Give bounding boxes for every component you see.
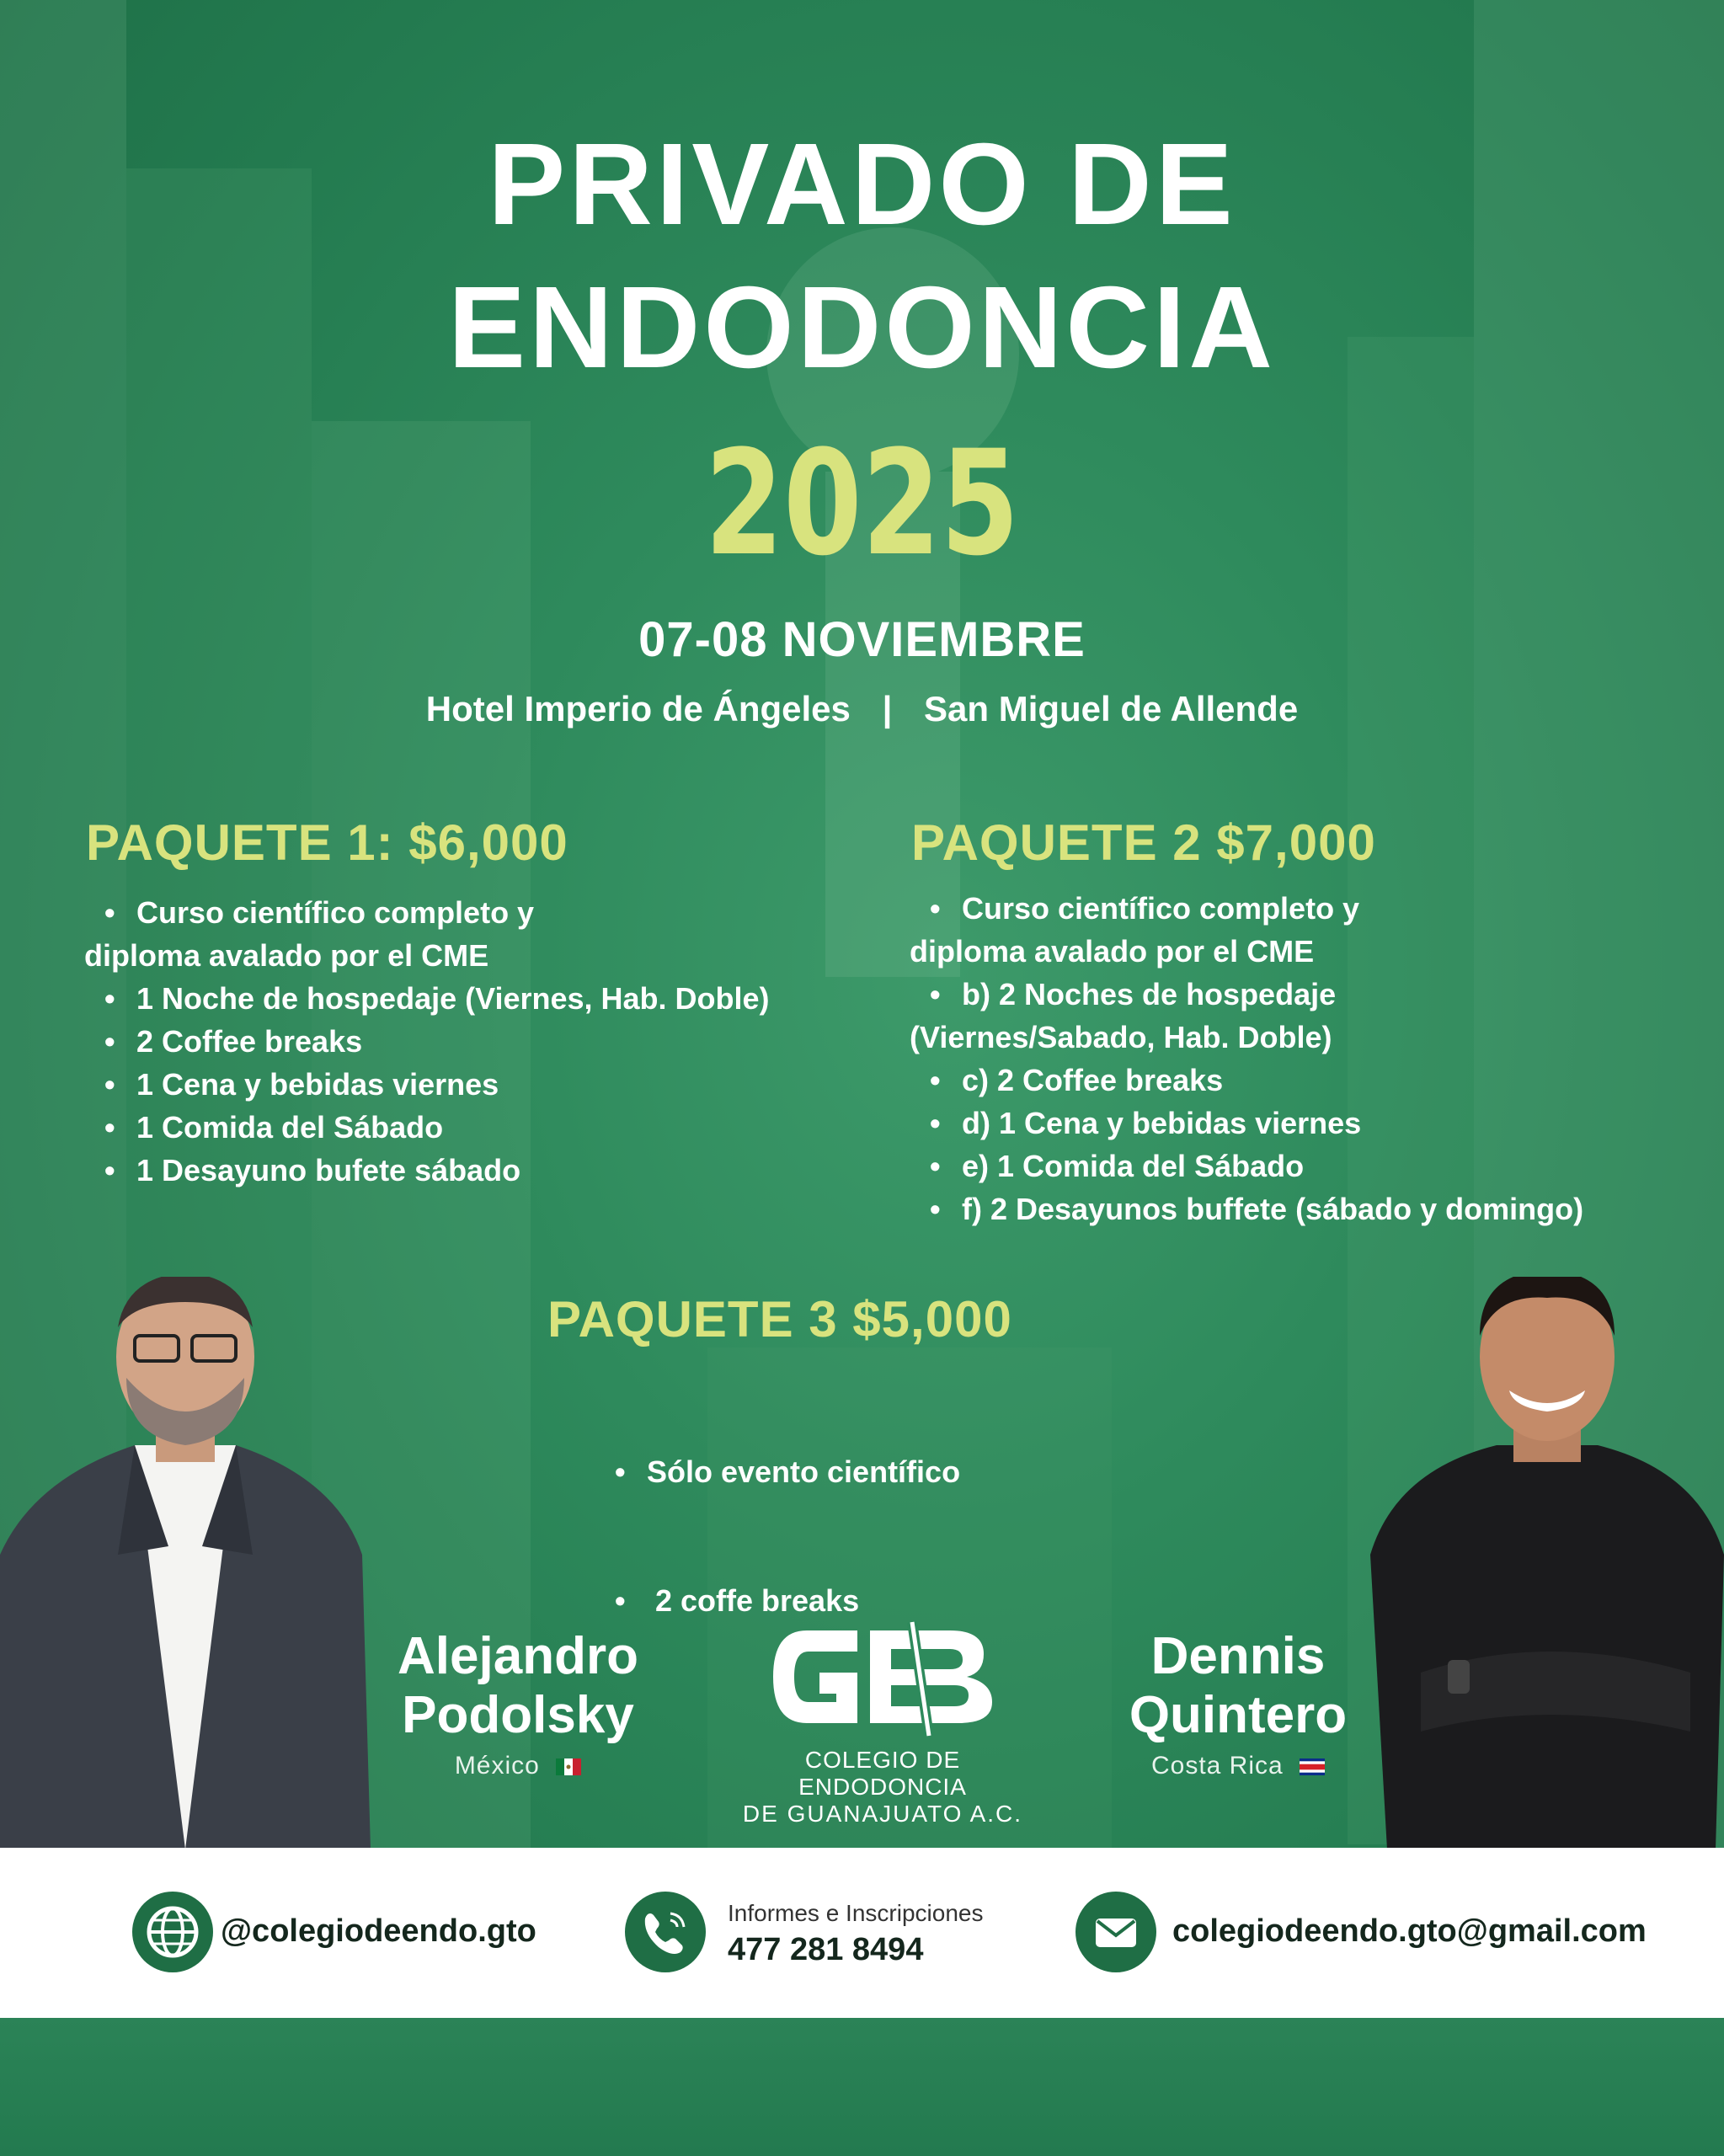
- list-item: • Curso científico completo y: [84, 891, 770, 934]
- list-item-continued: diploma avalado por el CME: [84, 938, 489, 973]
- list-item: • c) 2 Coffee breaks: [910, 1059, 1583, 1102]
- list-item: • 2 Coffee breaks: [84, 1020, 770, 1063]
- costa-rica-flag-icon: [1300, 1758, 1325, 1775]
- speaker-country-label: México: [454, 1752, 540, 1780]
- speaker-last-name: Podolsky: [402, 1686, 634, 1744]
- phone-label: Informes e Inscripciones: [728, 1900, 984, 1926]
- speaker-first-name: Alejandro: [398, 1627, 638, 1685]
- package-2-list: [910, 887, 1583, 1230]
- event-year: 2025: [704, 419, 1020, 588]
- speaker-photo-alejandro: [0, 1277, 371, 1849]
- list-item: • Sólo evento científico: [595, 1450, 960, 1493]
- list-item: • 2 coffe breaks: [595, 1579, 960, 1622]
- package-1-list: [84, 891, 770, 1192]
- list-item: • d) 1 Cena y bebidas viernes: [910, 1102, 1583, 1145]
- package-1-title: PAQUETE 1: $6,000: [86, 814, 568, 871]
- list-item: • 1 Noche de hospedaje (Viernes, Hab. Doble): [84, 977, 770, 1020]
- title-line-1: PRIVADO DE: [488, 120, 1236, 249]
- logo-line-2: DE GUANAJUATO A.C.: [742, 1801, 1023, 1827]
- cg-logo-icon: [756, 1614, 1009, 1740]
- list-item: • 1 Comida del Sábado: [84, 1106, 770, 1149]
- list-item: • 1 Cena y bebidas viernes: [84, 1063, 770, 1106]
- mexico-flag-icon: [556, 1758, 581, 1775]
- logo-line-1: COLEGIO DE ENDODONCIA: [798, 1747, 967, 1800]
- globe-icon[interactable]: [132, 1892, 213, 1972]
- social-handle-link[interactable]: @colegiodeendo.gto: [221, 1913, 536, 1949]
- contact-bar: [0, 1848, 1724, 2018]
- package-3-title: PAQUETE 3 $5,000: [547, 1291, 1012, 1348]
- title-line-2: ENDODONCIA: [447, 263, 1277, 392]
- phone-number-link[interactable]: 477 281 8494: [728, 1932, 924, 1967]
- speaker-country: [1095, 1752, 1381, 1780]
- list-item: • Curso científico completo y: [910, 887, 1583, 930]
- speaker-first-name: Dennis: [1150, 1627, 1326, 1685]
- speaker-alejandro: [371, 1627, 665, 1780]
- speaker-last-name: Quintero: [1129, 1686, 1348, 1744]
- list-item-continued: diploma avalado por el CME: [910, 934, 1315, 969]
- bottom-band: [0, 2018, 1724, 2156]
- phone-icon[interactable]: [625, 1892, 706, 1972]
- speaker-country: [371, 1752, 665, 1780]
- envelope-icon[interactable]: [1075, 1892, 1156, 1972]
- list-item: • 1 Desayuno bufete sábado: [84, 1149, 770, 1192]
- speaker-photo-dennis: [1370, 1277, 1724, 1849]
- list-item: • b) 2 Noches de hospedaje: [910, 973, 1583, 1016]
- package-2-title: PAQUETE 2 $7,000: [911, 814, 1376, 871]
- event-dates: 07-08 NOVIEMBRE: [638, 612, 1086, 667]
- speaker-country-label: Costa Rica: [1150, 1752, 1284, 1780]
- event-venue: [0, 689, 1724, 729]
- speaker-dennis: [1095, 1627, 1381, 1780]
- venue-separator: |: [882, 689, 893, 728]
- list-item-continued: (Viernes/Sabado, Hab. Doble): [910, 1020, 1332, 1054]
- list-item: • e) 1 Comida del Sábado: [910, 1145, 1583, 1187]
- venue-city: San Miguel de Allende: [924, 689, 1299, 728]
- email-link[interactable]: colegiodeendo.gto@gmail.com: [1172, 1913, 1647, 1949]
- organizer-logo: [731, 1614, 1034, 1828]
- venue-hotel: Hotel Imperio de Ángeles: [425, 689, 851, 728]
- list-item: • f) 2 Desayunos buffete (sábado y domingo): [910, 1187, 1583, 1230]
